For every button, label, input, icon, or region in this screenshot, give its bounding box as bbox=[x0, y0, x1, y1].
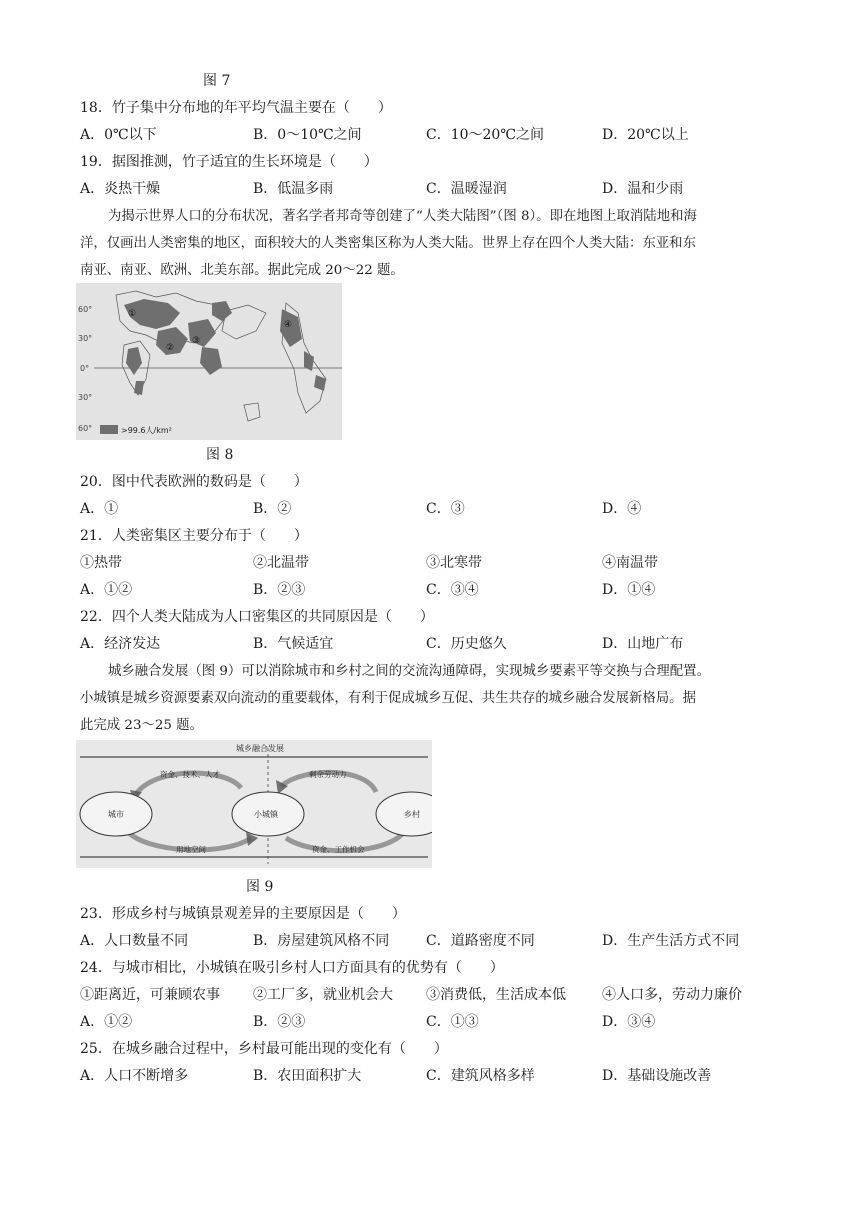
q21-stem: 21．人类密集区主要分布于（ ） bbox=[80, 528, 308, 544]
q25-stem: 25．在城乡融合过程中，乡村最可能出现的变化有（ ） bbox=[80, 1041, 448, 1057]
q18-option-b[interactable]: B．0～10℃之间 bbox=[253, 127, 362, 143]
q24-option-b[interactable]: B．②③ bbox=[253, 1014, 306, 1030]
q21-option-b[interactable]: B．②③ bbox=[253, 582, 306, 598]
q22-option-d[interactable]: D．山地广布 bbox=[602, 636, 684, 652]
intro-20-22-line-1: 为揭示世界人口的分布状况，著名学者邦奇等创建了“人类大陆图”（图 8）。即在地图上取消陆地和海 bbox=[108, 209, 697, 224]
q18-stem: 18．竹子集中分布地的年平均气温主要在（ ） bbox=[80, 100, 392, 116]
q24-item-4: ④人口多，劳动力廉价 bbox=[602, 987, 742, 1003]
q20-option-d[interactable]: D．④ bbox=[602, 501, 642, 517]
q22-option-c[interactable]: C．历史悠久 bbox=[426, 636, 507, 652]
q21-option-a[interactable]: A．①② bbox=[80, 582, 133, 598]
q24-option-d[interactable]: D．③④ bbox=[602, 1014, 656, 1030]
q20-stem: 20．图中代表欧洲的数码是（ ） bbox=[80, 474, 308, 490]
q19-option-a[interactable]: A．炎热干燥 bbox=[80, 181, 161, 197]
lat-label-60s: 60° bbox=[78, 424, 93, 433]
label-city: 城市 bbox=[108, 810, 124, 819]
marker-4: ④ bbox=[284, 320, 293, 330]
intro-23-25-line-2: 小城镇是城乡资源要素双向流动的重要载体，有利于促成城乡互促、共生共存的城乡融合发展新格局。据 bbox=[80, 691, 696, 706]
q22-option-a[interactable]: A．经济发达 bbox=[80, 636, 161, 652]
fig7-caption: 图 7 bbox=[203, 73, 231, 89]
legend-label: >99.6人/km² bbox=[121, 426, 172, 435]
q22-option-b[interactable]: B．气候适宜 bbox=[253, 636, 334, 652]
q24-option-a[interactable]: A．①② bbox=[80, 1014, 133, 1030]
label-funds-jobs: 资金、工作机会 bbox=[312, 845, 365, 854]
marker-3: ③ bbox=[192, 336, 201, 346]
q19-option-d[interactable]: D．温和少雨 bbox=[602, 181, 684, 197]
q24-stem: 24．与城市相比，小城镇在吸引乡村人口方面具有的优势有（ ） bbox=[80, 960, 504, 976]
q21-item-4: ④南温带 bbox=[602, 555, 658, 571]
q18-option-d[interactable]: D．20℃以上 bbox=[602, 127, 689, 143]
marker-1: ① bbox=[128, 309, 137, 319]
q21-option-d[interactable]: D．①④ bbox=[602, 582, 656, 598]
q19-option-b[interactable]: B．低温多雨 bbox=[253, 181, 334, 197]
lat-label-30n: 30° bbox=[78, 334, 93, 343]
q21-item-3: ③北寒带 bbox=[426, 555, 482, 571]
lat-label-0: 0° bbox=[80, 364, 90, 373]
diagram-title: 城乡融合发展 bbox=[236, 744, 284, 753]
intro-20-22-line-3: 南亚、南亚、欧洲、北美东部。据此完成 20～22 题。 bbox=[80, 263, 404, 278]
q20-option-a[interactable]: A．① bbox=[80, 501, 119, 517]
intro-23-25-line-1: 城乡融合发展（图 9）可以消除城市和乡村之间的交流沟通障碍，实现城乡要素平等交换与合理配置。 bbox=[108, 664, 710, 679]
intro-23-25-line-3: 此完成 23～25 题。 bbox=[80, 718, 203, 733]
q21-option-c[interactable]: C．③④ bbox=[426, 582, 479, 598]
lat-label-60n: 60° bbox=[78, 305, 93, 314]
q19-stem: 19．据图推测，竹子适宜的生长环境是（ ） bbox=[80, 154, 378, 170]
q23-stem: 23．形成乡村与城镇景观差异的主要原因是（ ） bbox=[80, 906, 406, 922]
fig8-caption: 图 8 bbox=[206, 447, 234, 463]
q19-option-c[interactable]: C．温暖湿润 bbox=[426, 181, 507, 197]
q25-option-d[interactable]: D．基础设施改善 bbox=[602, 1068, 712, 1084]
label-town: 小城镇 bbox=[254, 810, 278, 819]
q18-option-c[interactable]: C．10～20℃之间 bbox=[426, 127, 545, 143]
q20-option-c[interactable]: C．③ bbox=[426, 501, 465, 517]
label-village: 乡村 bbox=[404, 810, 420, 819]
label-surplus-labor: 剩余劳动力 bbox=[309, 770, 347, 779]
marker-2: ② bbox=[166, 343, 175, 353]
q23-option-b[interactable]: B．房屋建筑风格不同 bbox=[253, 933, 390, 949]
legend-swatch bbox=[100, 425, 118, 434]
q21-item-1: ①热带 bbox=[80, 555, 122, 571]
q24-item-2: ②工厂多，就业机会大 bbox=[253, 987, 393, 1003]
urban-rural-integration-diagram bbox=[76, 740, 432, 868]
q23-option-d[interactable]: D．生产生活方式不同 bbox=[602, 933, 740, 949]
q25-option-b[interactable]: B．农田面积扩大 bbox=[253, 1068, 362, 1084]
q22-stem: 22．四个人类大陆成为人口密集区的共同原因是（ ） bbox=[80, 609, 434, 625]
intro-20-22-line-2: 洋，仅画出人类密集的地区，面积较大的人类密集区称为人类大陆。世界上存在四个人类大陆：东亚和东 bbox=[80, 236, 696, 251]
q21-item-2: ②北温带 bbox=[253, 555, 309, 571]
lat-label-30s: 30° bbox=[78, 393, 93, 402]
q25-option-a[interactable]: A．人口不断增多 bbox=[80, 1068, 189, 1084]
label-funds-tech-talent: 资金、技术、人才 bbox=[160, 770, 220, 779]
q25-option-c[interactable]: C．建筑风格多样 bbox=[426, 1068, 535, 1084]
q24-item-3: ③消费低，生活成本低 bbox=[426, 987, 566, 1003]
fig9-caption: 图 9 bbox=[246, 879, 274, 895]
q23-option-c[interactable]: C．道路密度不同 bbox=[426, 933, 535, 949]
q20-option-b[interactable]: B．② bbox=[253, 501, 292, 517]
q24-item-1: ①距离近，可兼顾农事 bbox=[80, 987, 220, 1003]
q18-option-a[interactable]: A．0℃以下 bbox=[80, 127, 157, 143]
human-continents-map bbox=[76, 283, 342, 440]
q24-option-c[interactable]: C．①③ bbox=[426, 1014, 479, 1030]
label-land-space: 用地空间 bbox=[176, 845, 206, 854]
q23-option-a[interactable]: A．人口数量不同 bbox=[80, 933, 189, 949]
